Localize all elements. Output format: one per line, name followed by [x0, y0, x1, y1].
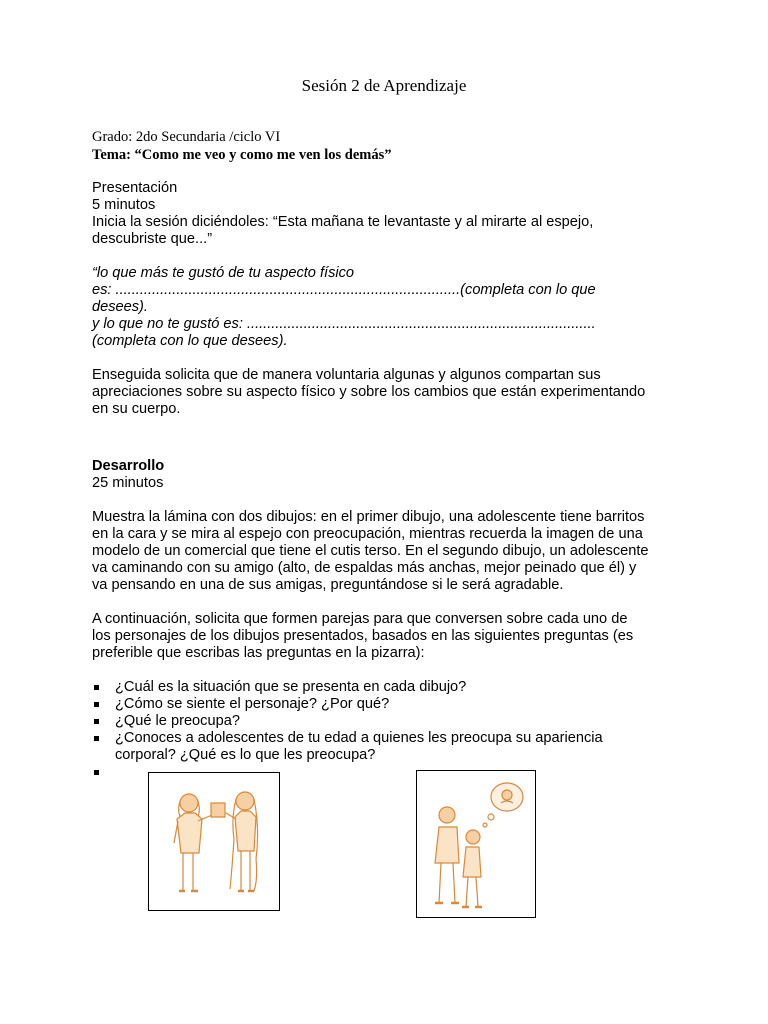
intro-line: Inicia la sesión diciéndoles: “Esta mañana te levantaste y al mirarte al espejo,	[92, 214, 594, 230]
list-item: ¿Cuál es la situación que se presenta en cada dibujo?	[92, 679, 712, 696]
page-title: Sesión 2 de Aprendizaje	[301, 76, 467, 95]
closing-line: apreciaciones sobre su aspecto físico y sobre los cambios que están experimentando	[92, 384, 646, 400]
prompt-line: y lo que no te gustó es: ......................................................................................	[92, 316, 596, 332]
list-item: ¿Qué le preocupa?	[92, 713, 712, 730]
illustration-walking-boys	[416, 770, 536, 918]
prompt-line: es: .....................................................................................(completa con lo que	[92, 282, 596, 298]
paragraph-line: los personajes de los dibujos presentados, basados en las siguientes preguntas (es	[92, 628, 634, 644]
illustration-mirror-girl	[148, 772, 280, 911]
session-meta	[92, 128, 391, 164]
grade-line: Grado: 2do Secundaria /ciclo VI	[92, 129, 281, 145]
section-heading-presentacion: Presentación	[92, 180, 178, 196]
paragraph-line: en la cara y se mira al espejo con preocupación, mientras recuerda la imagen de una	[92, 526, 643, 542]
paragraph-line: Muestra la lámina con dos dibujos: en el primer dibujo, una adolescente tiene barritos	[92, 509, 645, 525]
duration-presentacion: 5 minutos	[92, 197, 156, 213]
closing-line: en su cuerpo.	[92, 401, 181, 417]
paragraph-line: preferible que escribas las preguntas en la pizarra):	[92, 645, 425, 661]
bullet-icon	[94, 685, 99, 690]
bullet-icon	[94, 770, 99, 775]
closing-line: Enseguida solicita que de manera voluntaria algunas y algunos compartan sus	[92, 367, 601, 383]
intro-line: descubriste que...”	[92, 231, 213, 247]
paragraph-line: va caminando con su amigo (alto, de espaldas más anchas, mejor peinado que él) y	[92, 560, 637, 576]
prompt-line: desees).	[92, 299, 148, 315]
section-presentacion	[92, 180, 712, 781]
list-item: ¿Cómo se siente el personaje? ¿Por qué?	[92, 696, 712, 713]
question-list	[92, 679, 712, 781]
bullet-icon	[94, 702, 99, 707]
walking-boys-icon	[417, 771, 535, 917]
bullet-icon	[94, 736, 99, 741]
prompt-line: (completa con lo que desees).	[92, 333, 288, 349]
mirror-girl-icon	[149, 773, 279, 910]
paragraph-line: A continuación, solicita que formen parejas para que conversen sobre cada uno de	[92, 611, 628, 627]
list-item: corporal? ¿Qué es lo que les preocupa?	[115, 747, 376, 763]
section-heading-desarrollo: Desarrollo	[92, 458, 165, 474]
bullet-icon	[94, 719, 99, 724]
list-item: ¿Conoces a adolescentes de tu edad a quienes les preocupa su apariencia	[92, 730, 712, 747]
paragraph-line: modelo de un comercial que tiene el cutis terso. En el segundo dibujo, un adolescente	[92, 543, 649, 559]
prompt-line: “lo que más te gustó de tu aspecto físico	[92, 265, 355, 281]
paragraph-line: va pensando en una de sus amigas, preguntándose si le será agradable.	[92, 577, 564, 593]
theme-line: Tema: “Como me veo y como me ven los demás”	[92, 147, 392, 163]
duration-desarrollo: 25 minutos	[92, 475, 164, 491]
